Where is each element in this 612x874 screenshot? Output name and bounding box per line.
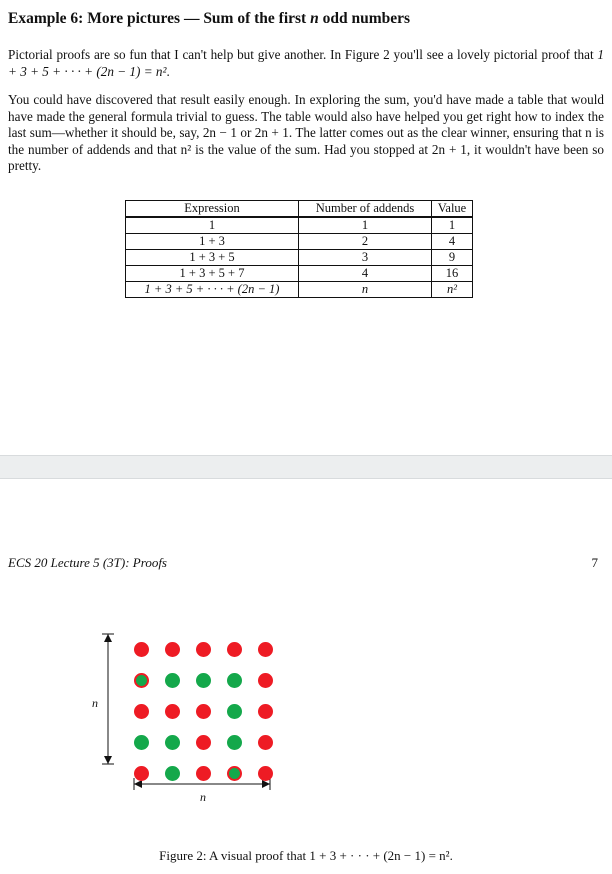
cell-expression: 1 + 3 + 5 + · · · + (2n − 1) <box>126 282 299 298</box>
cell-addends: 3 <box>299 250 432 266</box>
cell-addends: 1 <box>299 217 432 234</box>
dot-red <box>258 642 273 657</box>
figure-caption: Figure 2: A visual proof that 1 + 3 + · · · + (2n − 1) = n². <box>159 848 453 863</box>
dot-green <box>196 673 211 688</box>
dot-red <box>134 766 149 781</box>
header-value: Value <box>432 201 473 218</box>
paragraph-discussion: You could have discovered that result easily enough. In exploring the sum, you'd have made a table that would have made the general formula trivial to guess. The table would also have helped you get right how to index the last sum—whether it should be, say, 2n − 1 or 2n + 1. The latter comes out as the clear winner, ensuring that n is the number of addends and that n² is the value of the sum. Had you stopped at 2n + 1, it wouldn't have been so pretty. <box>8 92 604 173</box>
dot-red <box>258 704 273 719</box>
dot-red <box>196 642 211 657</box>
horizontal-arrowhead-right-icon <box>262 780 270 788</box>
table-row <box>126 234 473 250</box>
table-row <box>126 266 473 282</box>
figure-arrows <box>90 632 290 807</box>
section-heading <box>8 10 410 28</box>
header-expression: Expression <box>126 201 299 218</box>
heading-tail: odd numbers <box>318 10 411 27</box>
cell-expression: 1 <box>126 217 299 234</box>
dot-red <box>196 704 211 719</box>
cell-value: 9 <box>432 250 473 266</box>
heading-label: Example 6: More pictures <box>8 10 181 27</box>
header-addends: Number of addends <box>299 201 432 218</box>
dot-red <box>134 642 149 657</box>
dot-green-outlined <box>134 673 149 688</box>
vertical-arrowhead-down-icon <box>104 756 112 764</box>
cell-value: 1 <box>432 217 473 234</box>
cell-addends: 2 <box>299 234 432 250</box>
dot-green <box>134 735 149 750</box>
dot-red <box>165 704 180 719</box>
paragraph-intro-text: Pictorial proofs are so fun that I can't help but give another. In Figure 2 you'll see a lovely pictorial proof that <box>8 47 598 62</box>
horizontal-n-label: n <box>200 790 206 804</box>
cell-addends: n <box>299 282 432 298</box>
cell-expression: 1 + 3 <box>126 234 299 250</box>
dot-green <box>165 673 180 688</box>
cell-value: 4 <box>432 234 473 250</box>
dot-green <box>227 735 242 750</box>
table-row <box>126 250 473 266</box>
horizontal-arrowhead-left-icon <box>134 780 142 788</box>
paragraph-intro <box>8 47 604 80</box>
cell-value: n² <box>432 282 473 298</box>
page-separator <box>0 455 612 479</box>
dot-red <box>258 673 273 688</box>
dot-green <box>227 704 242 719</box>
dot-green-outlined <box>227 766 242 781</box>
sum-table <box>125 200 473 298</box>
cell-addends: 4 <box>299 266 432 282</box>
table-row <box>126 282 473 298</box>
cell-expression: 1 + 3 + 5 + 7 <box>126 266 299 282</box>
cell-value: 16 <box>432 266 473 282</box>
heading-dash: — <box>180 10 204 27</box>
cell-expression: 1 + 3 + 5 <box>126 250 299 266</box>
paragraph-intro-end: . <box>166 63 170 79</box>
heading-variable: n <box>310 10 319 27</box>
dot-red <box>196 766 211 781</box>
dot-red <box>258 766 273 781</box>
dot-red <box>258 735 273 750</box>
dot-red <box>134 704 149 719</box>
dot-red <box>227 642 242 657</box>
visual-proof-figure <box>90 632 290 807</box>
dot-green <box>165 735 180 750</box>
table-header-row <box>126 201 473 218</box>
dot-green <box>227 673 242 688</box>
vertical-n-label: n <box>92 696 98 710</box>
heading-subject: Sum of the first <box>203 10 311 27</box>
vertical-arrowhead-up-icon <box>104 634 112 642</box>
footer-title: ECS 20 Lecture 5 (3T): Proofs <box>8 555 167 570</box>
dot-red <box>165 642 180 657</box>
dot-green <box>165 766 180 781</box>
dot-red <box>196 735 211 750</box>
table-row <box>126 217 473 234</box>
paragraph-intro-formula: 1 + 3 + 5 + · · · + (2n − 1) = n² <box>8 47 604 79</box>
page-number: 7 <box>591 555 598 570</box>
